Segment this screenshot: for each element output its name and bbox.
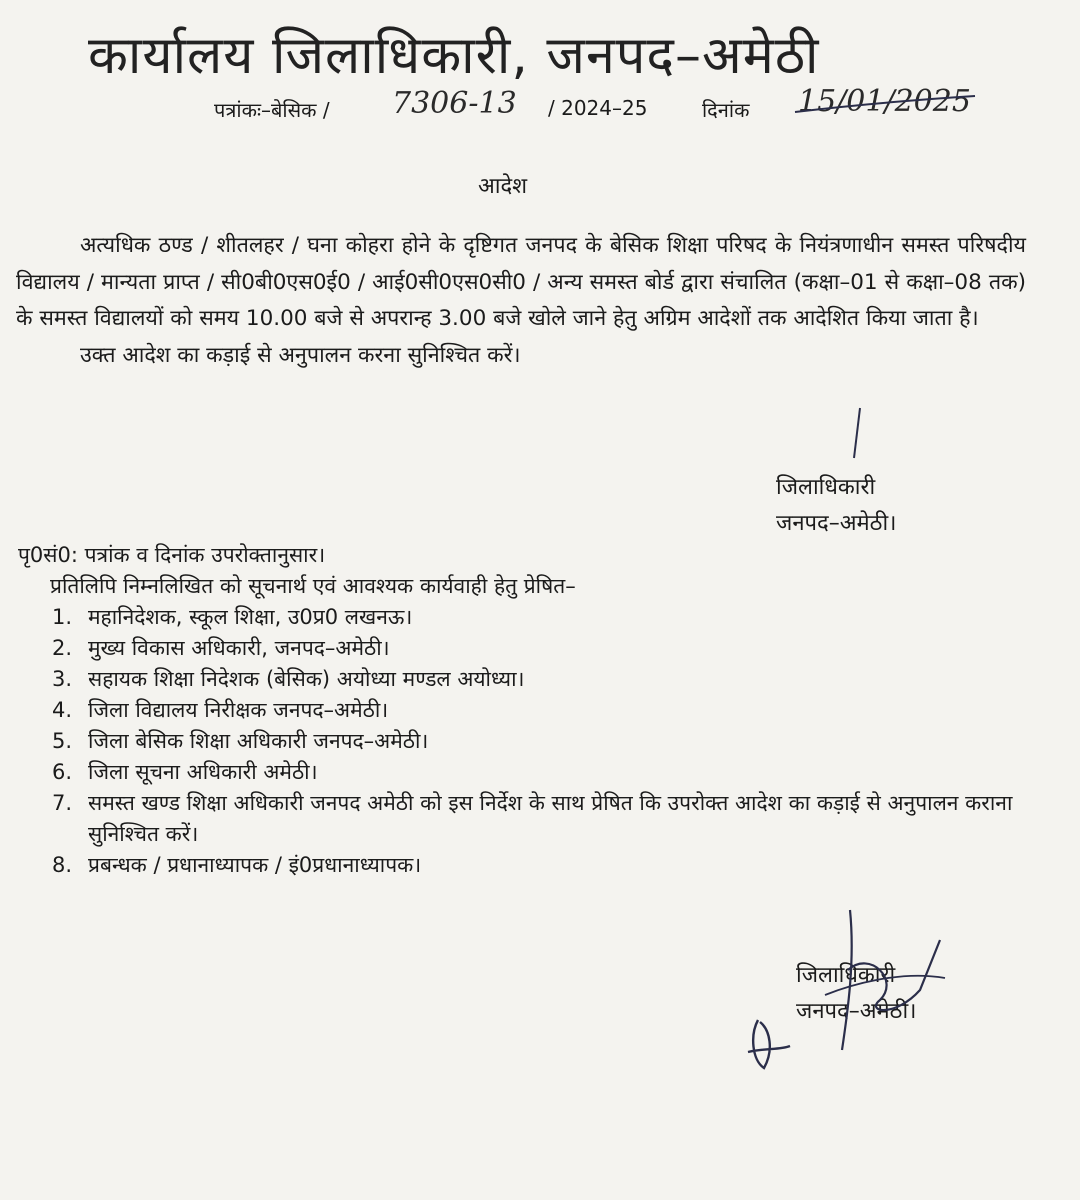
handwritten-signature bbox=[730, 900, 970, 1090]
signature-2-district: जनपद–अमेठी। bbox=[796, 999, 917, 1024]
signature-1-district: जनपद–अमेठी। bbox=[776, 511, 897, 536]
date-underline-stroke bbox=[790, 92, 980, 118]
initial-stroke bbox=[846, 404, 866, 464]
list-item: 2. मुख्य विकास अधिकारी, जनपद–अमेठी। bbox=[52, 636, 390, 660]
copy-intro: प्रतिलिपि निम्नलिखित को सूचनार्थ एवं आवश्यक कार्यवाही हेतु प्रेषित– bbox=[50, 574, 576, 598]
list-item: 6. जिला सूचना अधिकारी अमेठी। bbox=[52, 760, 318, 784]
date-label: दिनांक bbox=[702, 98, 750, 122]
ref-year: / 2024–25 bbox=[548, 96, 648, 120]
date-handwritten: 15/01/2025 bbox=[798, 84, 971, 119]
list-item: 8. प्रबन्धक / प्रधानाध्यापक / इं0प्रधानाध्यापक। bbox=[52, 853, 422, 877]
order-heading: आदेश bbox=[478, 174, 528, 199]
list-item: 5. जिला बेसिक शिक्षा अधिकारी जनपद–अमेठी। bbox=[52, 729, 429, 753]
office-title: कार्यालय जिलाधिकारी, जनपद–अमेठी bbox=[88, 26, 820, 86]
recipient-list bbox=[18, 602, 1048, 881]
signature-1-designation: जिलाधिकारी bbox=[776, 475, 876, 500]
ref-number-handwritten: 7306-13 bbox=[392, 86, 517, 121]
signature-block-1 bbox=[776, 470, 897, 542]
copy-section bbox=[18, 540, 1048, 881]
list-item: 1. महानिदेशक, स्कूल शिक्षा, उ0प्र0 लखनऊ। bbox=[52, 605, 413, 629]
signature-2-designation: जिलाधिकारी bbox=[796, 963, 896, 988]
order-paragraph-2: उक्त आदेश का कड़ाई से अनुपालन करना सुनिश्चित करें। bbox=[80, 342, 521, 368]
order-paragraph-1: अत्यधिक ठण्ड / शीतलहर / घना कोहरा होने के दृष्टिगत जनपद के बेसिक शिक्षा परिषद के नियंत्रणाधीन समस्त परिषदीय विद्यालय / मान्यता प्राप्त / सी0बी0एस0ई0 / आई0सी0एस0सी0 / अन्य समस्त बोर्ड द्वारा संचालित (कक्षा–01 से कक्षा–08 तक) के समस्त विद्यालयों को समय 10.00 बजे से अपरान्ह 3.00 बजे खोले जाने हेतु अग्रिम आदेशों तक आदेशित किया जाता है। bbox=[16, 233, 1026, 331]
list-item: 7. समस्त खण्ड शिक्षा अधिकारी जनपद अमेठी को इस निर्देश के साथ प्रेषित कि उपरोक्त आदेश का कड़ाई से अनुपालन कराना सुनिश्चित करें। bbox=[52, 791, 1013, 846]
copy-ref-line: पृ0सं0: पत्रांक व दिनांक उपरोक्तानुसार। bbox=[18, 543, 326, 567]
order-body bbox=[16, 228, 1026, 374]
list-item: 4. जिला विद्यालय निरीक्षक जनपद–अमेठी। bbox=[52, 698, 389, 722]
ref-prefix: पत्रांकः–बेसिक / bbox=[214, 98, 330, 122]
list-item: 3. सहायक शिक्षा निदेशक (बेसिक) अयोध्या मण्डल अयोध्या। bbox=[52, 667, 525, 691]
